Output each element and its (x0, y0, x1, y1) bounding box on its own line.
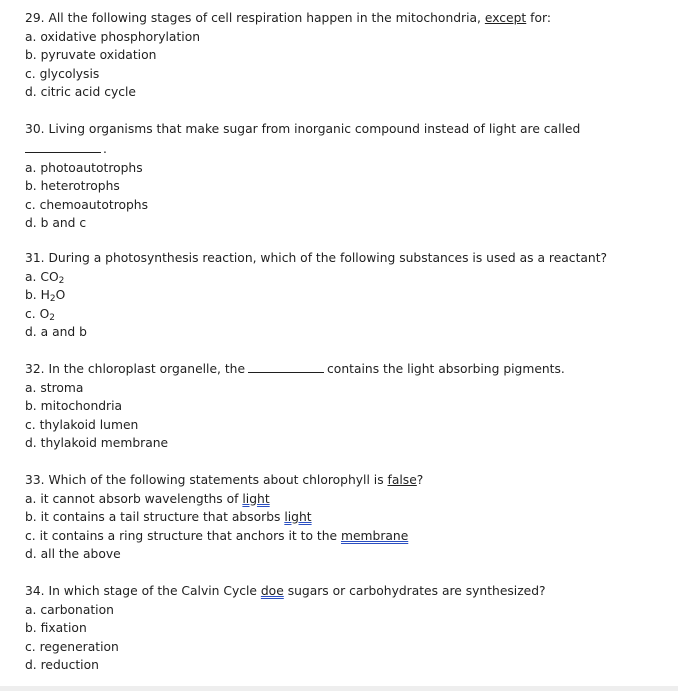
question-31 (25, 249, 665, 342)
option-a: a. stroma (25, 380, 84, 395)
question-30 (25, 120, 665, 233)
grammar-flag: membrane (340, 528, 409, 543)
option-b: b. mitochondria (25, 399, 123, 414)
question-29 (25, 9, 665, 102)
option-c: c. $O_2$ (25, 306, 55, 323)
option-c: c. glycolysis (25, 66, 100, 81)
answer-blank-line: . (25, 139, 665, 159)
question-32-stem: 32. In the chloroplast organelle, the contains the light absorbing pigments. (25, 362, 565, 376)
option-a: a. photoautotrophs (25, 160, 143, 175)
question-32 (25, 360, 665, 453)
question-33 (25, 471, 665, 564)
answer-blank (25, 140, 101, 153)
question-34 (25, 582, 665, 675)
underlined-word: false (387, 473, 417, 487)
question-29-stem: 29. All the following stages of cell respiration happen in the mitochondria, except for: (25, 11, 551, 25)
underlined-word: except (484, 11, 527, 25)
option-d: d. thylakoid membrane (25, 436, 169, 451)
grammar-flag: light (284, 510, 312, 525)
option-a: a. $CO_2$ (25, 269, 65, 286)
option-b: b. pyruvate oxidation (25, 48, 157, 63)
grammar-flag: doe (260, 584, 284, 598)
question-34-stem: 34. In which stage of the Calvin Cycle doe sugars or carbohydrates are synthesized? (25, 584, 546, 598)
answer-blank (248, 360, 324, 373)
option-a: a. carbonation (25, 602, 114, 617)
option-d: d. all the above (25, 547, 121, 562)
question-30-stem: 30. Living organisms that make sugar from inorganic compound instead of light are called (25, 122, 581, 136)
option-b: b. fixation (25, 621, 87, 636)
option-b: b. $H_2O$ (25, 288, 66, 305)
option-a: a. oxidative phosphorylation (25, 29, 201, 44)
option-d: d. b and c (25, 216, 87, 231)
page-bottom-edge (0, 686, 678, 691)
option-a: a. it cannot absorb wavelengths of light (25, 491, 270, 506)
grammar-flag: light (242, 491, 270, 506)
option-b: b. it contains a tail structure that absorbs light (25, 510, 312, 525)
option-d: d. a and b (25, 325, 87, 340)
option-b: b. heterotrophs (25, 179, 120, 194)
question-33-stem: 33. Which of the following statements about chlorophyll is false? (25, 473, 424, 487)
option-c: c. thylakoid lumen (25, 417, 139, 432)
option-d: d. citric acid cycle (25, 85, 136, 100)
option-c: c. chemoautotrophs (25, 197, 149, 212)
question-31-stem: 31. During a photosynthesis reaction, which of the following substances is used as a reactant? (25, 251, 608, 265)
option-d: d. reduction (25, 658, 99, 673)
option-c: c. regeneration (25, 639, 119, 654)
option-c: c. it contains a ring structure that anchors it to the membrane (25, 528, 409, 543)
